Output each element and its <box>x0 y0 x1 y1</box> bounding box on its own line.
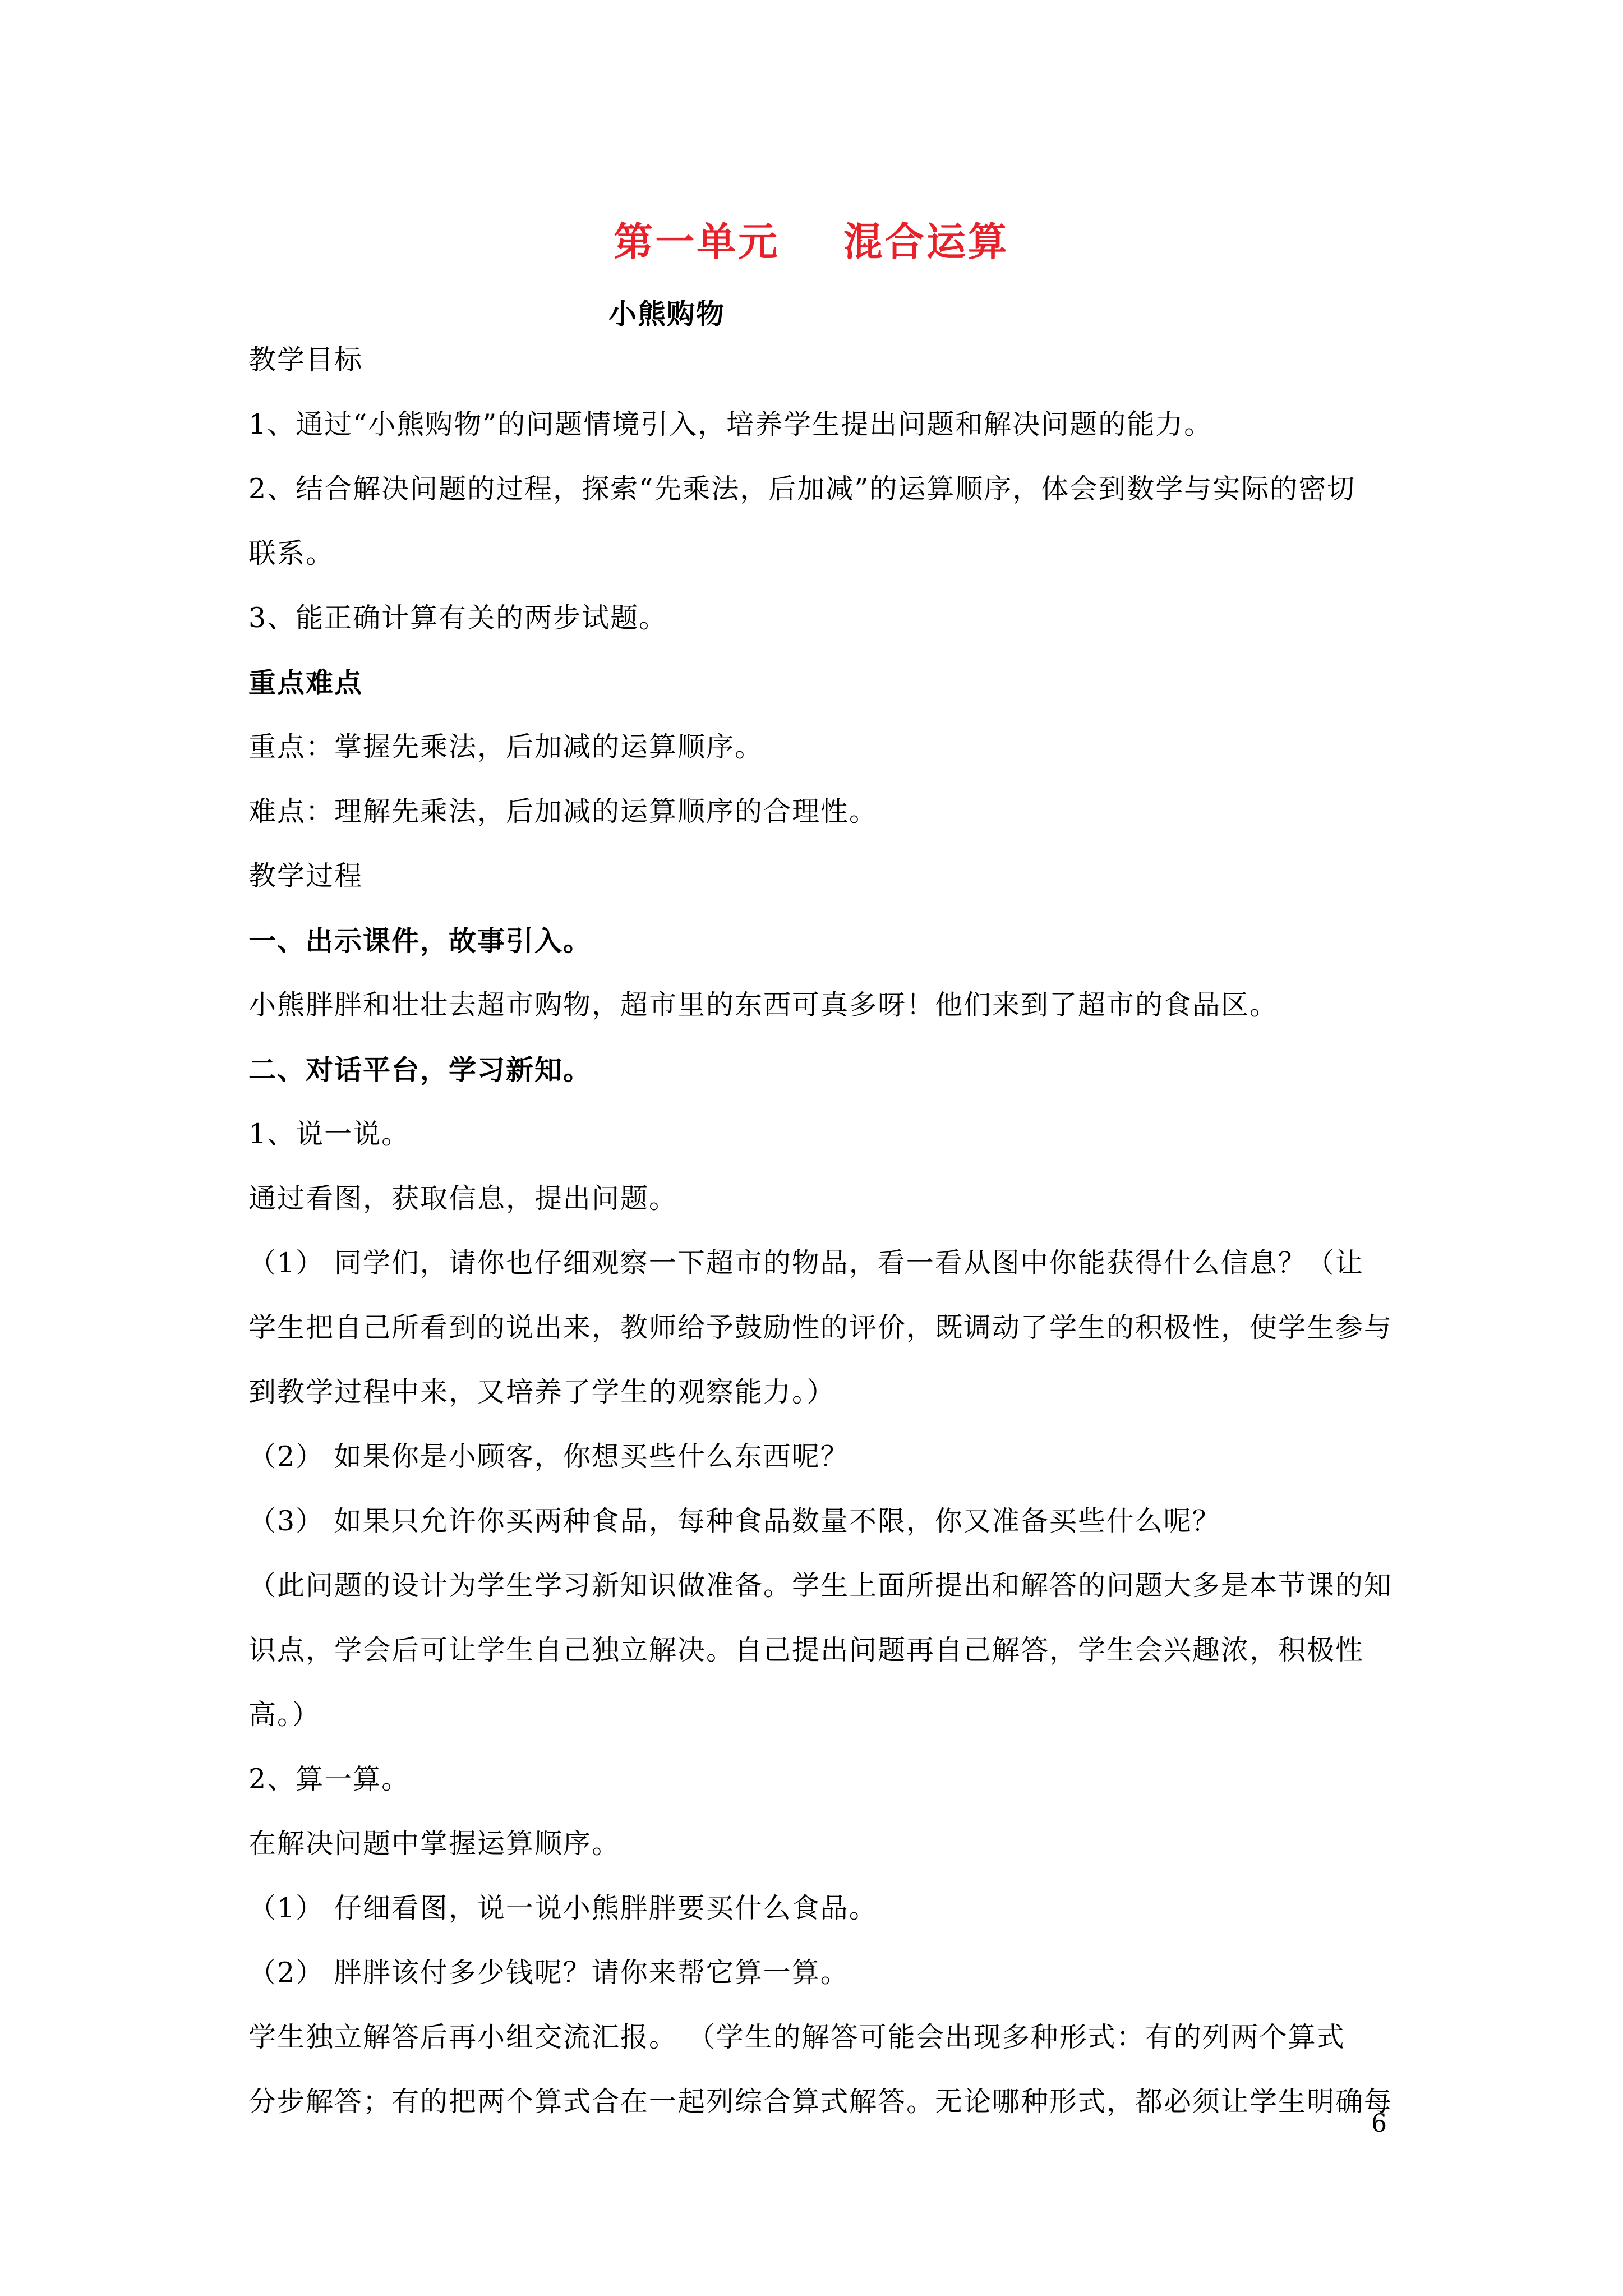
activity-2-question-2: （2） 胖胖该付多少钱呢？请你来帮它算一算。 <box>248 1957 849 1989</box>
design-note-continued: 识点，学会后可让学生自己独立解决。自己提出问题再自己解答，学生会兴趣浓，积极性 <box>248 1634 1364 1666</box>
goal-1: 1、通过“小熊购物”的问题情境引入，培养学生提出问题和解决问题的能力。 <box>248 408 1213 440</box>
activity-1-heading: 1、说一说。 <box>248 1118 411 1150</box>
goal-2-continued: 联系。 <box>248 537 335 569</box>
question-1-note-continued: 到教学过程中来，又培养了学生的观察能力。） <box>248 1376 836 1408</box>
goal-2: 2、结合解决问题的过程，探索“先乘法，后加减”的运算顺序，体会到数学与实际的密切 <box>248 473 1356 505</box>
design-note-end: 高。） <box>248 1699 321 1731</box>
lesson-title: 小熊购物 <box>608 297 725 330</box>
question-1-note: 学生把自己所看到的说出来，教师给予鼓励性的评价，既调动了学生的积极性，使学生参与 <box>248 1312 1393 1343</box>
activity-2-question-1: （1） 仔细看图，说一说小熊胖胖要买什么食品。 <box>248 1892 878 1924</box>
difficult-point: 难点：理解先乘法，后加减的运算顺序的合理性。 <box>248 795 878 827</box>
design-note: （此问题的设计为学生学习新知识做准备。学生上面所提出和解答的问题大多是本节课的知 <box>248 1570 1393 1602</box>
story-intro: 小熊胖胖和壮壮去超市购物，超市里的东西可真多呀！他们来到了超市的食品区。 <box>248 989 1279 1021</box>
report-note-continued: 分步解答；有的把两个算式合在一起列综合算式解答。无论哪种形式，都必须让学生明确每 <box>248 2086 1393 2118</box>
goal-3: 3、能正确计算有关的两步试题。 <box>248 602 668 634</box>
question-2: （2） 如果你是小顾客，你想买些什么东西呢？ <box>248 1441 849 1473</box>
section-heading-process: 教学过程 <box>248 860 363 892</box>
activity-2-heading: 2、算一算。 <box>248 1763 411 1795</box>
unit-title: 第一单元 混合运算 <box>614 218 1009 265</box>
page-number: 6 <box>1371 2109 1387 2138</box>
section-heading-key-points: 重点难点 <box>248 666 363 699</box>
key-point: 重点：掌握先乘法，后加减的运算顺序。 <box>248 731 764 763</box>
report-note: 学生独立解答后再小组交流汇报。 （学生的解答可能会出现多种形式：有的列两个算式 <box>248 2021 1345 2053</box>
step-2-heading: 二、对话平台，学习新知。 <box>248 1053 592 1086</box>
step-1-heading: 一、出示课件，故事引入。 <box>248 924 592 957</box>
activity-1-intro: 通过看图，获取信息，提出问题。 <box>248 1182 678 1214</box>
section-heading-goals: 教学目标 <box>248 344 363 376</box>
activity-2-intro: 在解决问题中掌握运算顺序。 <box>248 1828 621 1860</box>
question-3: （3） 如果只允许你买两种食品，每种食品数量不限，你又准备买些什么呢？ <box>248 1505 1221 1537</box>
question-1: （1） 同学们，请你也仔细观察一下超市的物品，看一看从图中你能获得什么信息？（让 <box>248 1247 1364 1279</box>
